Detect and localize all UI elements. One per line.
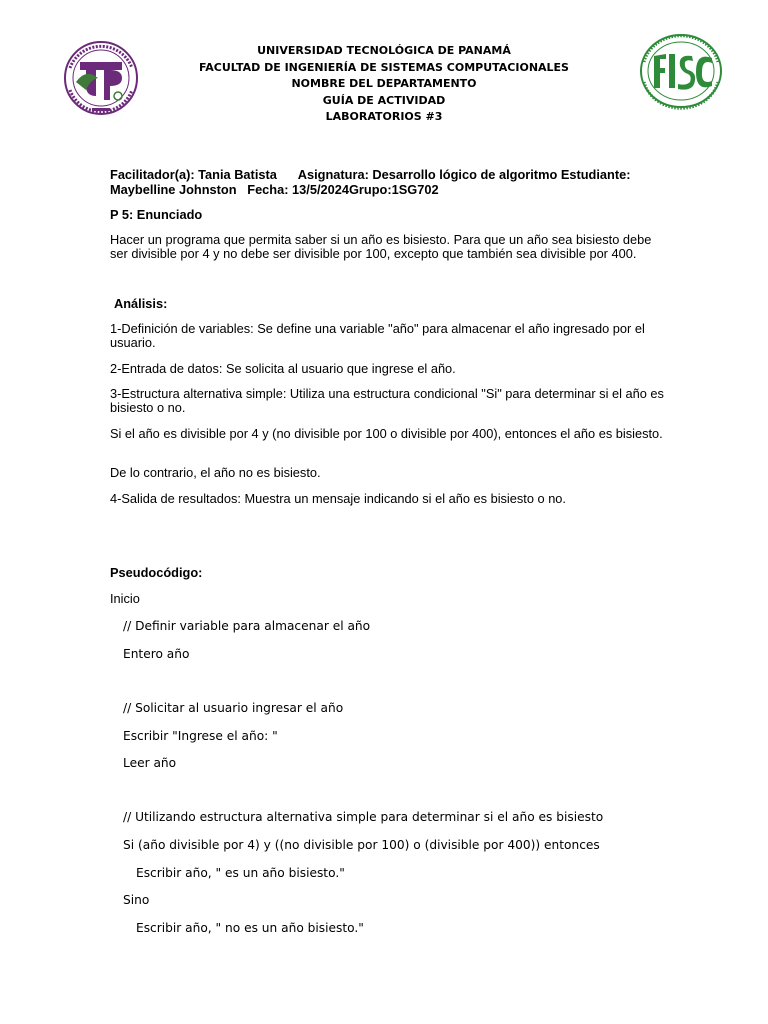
code-line: // Utilizando estructura alternativa simple para determinar si el año es bisiesto — [123, 810, 604, 824]
analisis-item: 4-Salida de resultados: Muestra un mensaje indicando si el año es bisiesto o no. — [110, 491, 566, 506]
enunciado-text: Hacer un programa que permita saber si un año es bisiesto. Para que un año sea bisiesto debe ser divisible por 4 y no debe ser divisible por 100, excepto que también sea divisible por 400. — [110, 232, 652, 262]
code-line: // Solicitar al usuario ingresar el año — [123, 701, 344, 715]
facilitator-label: Facilitador(a): Tania Batista — [110, 167, 277, 182]
university-name: UNIVERSIDAD TECNOLÓGICA DE PANAMÁ — [257, 44, 511, 57]
department-name: NOMBRE DEL DEPARTAMENTO — [291, 77, 477, 90]
analisis-item: 1-Definición de variables: Se define una variable "año" para almacenar el año ingresado por el usuario. — [110, 321, 645, 351]
analisis-item: 3-Estructura alternativa simple: Utiliza una estructura condicional "Si" para determinar si el año es bisiesto o no. — [110, 386, 664, 416]
utp-logo-icon — [56, 38, 146, 118]
code-line: Inicio — [110, 591, 140, 606]
pseudocode-title: Pseudocódigo: — [110, 565, 203, 580]
code-line: Escribir "Ingrese el año: " — [123, 729, 278, 743]
code-line: Leer año — [123, 756, 177, 770]
code-line: Si (año divisible por 4) y ((no divisible por 100) o (divisible por 400)) entonces — [123, 838, 600, 852]
subject-label: Asignatura: Desarrollo lógico de algoritmo Estudiante: — [297, 167, 631, 182]
analisis-item: 2-Entrada de datos: Se solicita al usuario que ingrese el año. — [110, 361, 456, 376]
date-group-label: Fecha: 13/5/2024Grupo:1SG702 — [247, 181, 439, 197]
code-line: Escribir año, " no es un año bisiesto." — [136, 921, 364, 935]
document-header — [170, 43, 598, 126]
enunciado-title: P 5: Enunciado — [110, 207, 203, 222]
student-name: Maybelline Johnston — [110, 181, 237, 197]
activity-info — [110, 168, 670, 197]
analisis-item: De lo contrario, el año no es bisiesto. — [110, 465, 321, 480]
faculty-name: FACULTAD DE INGENIERÍA DE SISTEMAS COMPUTACIONALES — [199, 60, 569, 74]
code-line: // Definir variable para almacenar el año — [123, 619, 371, 633]
analisis-title: Análisis: — [114, 296, 168, 311]
code-line: Escribir año, " es un año bisiesto." — [136, 866, 345, 880]
analisis-item: Si el año es divisible por 4 y (no divisible por 100 o divisible por 400), entonces el año es bisiesto. — [110, 426, 663, 441]
code-line: Entero año — [123, 647, 190, 661]
code-line: Sino — [123, 893, 150, 907]
guide-title: GUÍA DE ACTIVIDAD — [322, 93, 446, 107]
fisc-logo-icon — [638, 32, 724, 110]
lab-title: LABORATORIOS #3 — [325, 110, 443, 123]
